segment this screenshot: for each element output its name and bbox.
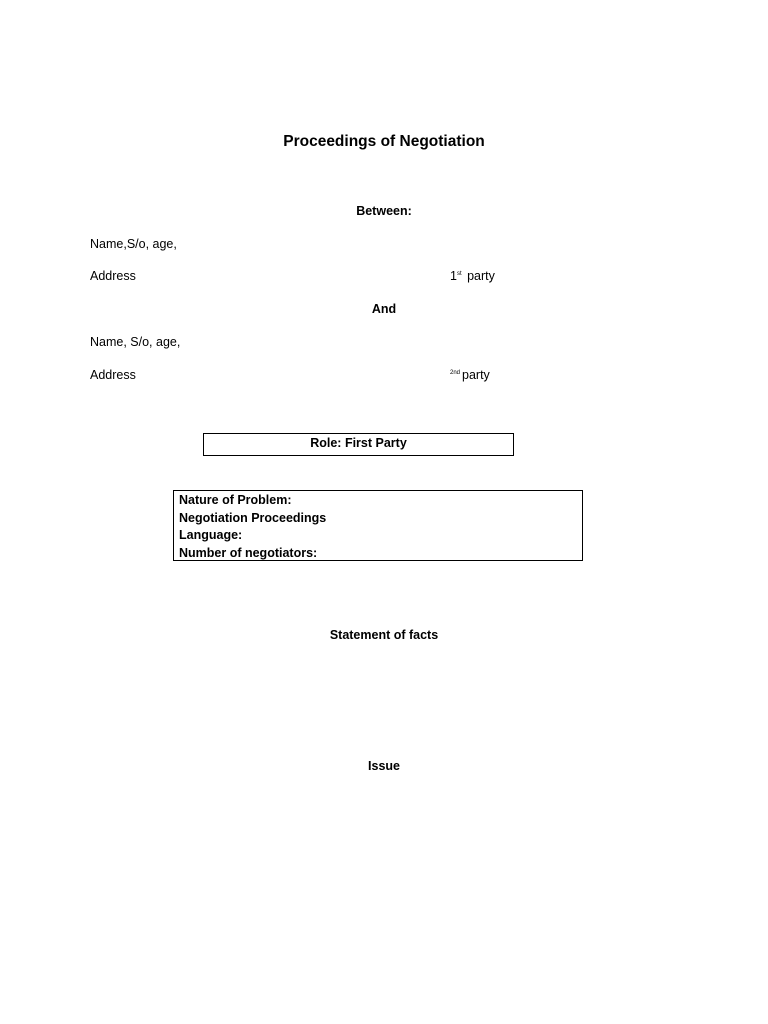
document-title: Proceedings of Negotiation — [283, 133, 485, 150]
role-text: Role: First Party — [310, 436, 407, 450]
and-label: And — [371, 302, 397, 316]
info-row-language: Language: — [179, 528, 243, 542]
info-row-number-of-negotiators: Number of negotiators: — [179, 545, 318, 560]
info-row-negotiation-proceedings: Negotiation Proceedings — [179, 510, 327, 525]
case-info-box — [173, 490, 583, 561]
second-party-ordinal-suffix: 2nd — [450, 370, 461, 376]
first-party-address-label: Address — [90, 269, 136, 283]
first-party-designation — [450, 269, 495, 283]
first-party-label: party — [467, 269, 495, 283]
issue-heading: Issue — [368, 759, 400, 773]
second-party-name-line: Name, S/o, age, — [90, 335, 181, 349]
info-row-nature-of-problem: Nature of Problem: — [179, 493, 292, 507]
first-party-ordinal-number: 1 — [450, 269, 457, 283]
second-party-address-label: Address — [90, 368, 136, 382]
between-label: Between: — [356, 204, 412, 218]
role-box — [203, 433, 514, 456]
first-party-ordinal-suffix: st — [456, 271, 462, 277]
second-party-designation — [450, 368, 490, 382]
second-party-label: party — [462, 368, 490, 382]
statement-of-facts-heading: Statement of facts — [329, 628, 439, 642]
first-party-name-line: Name,S/o, age, — [90, 237, 177, 251]
